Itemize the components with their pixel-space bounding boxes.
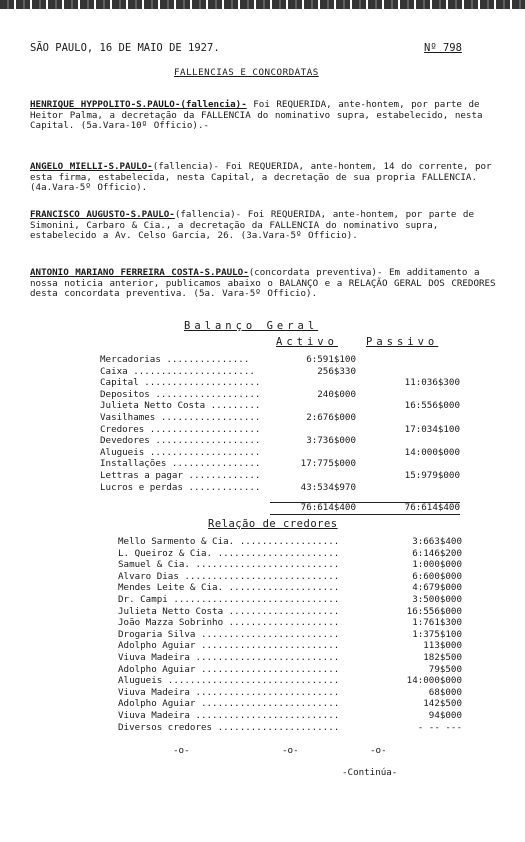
creditor-value: 68$000	[428, 686, 462, 698]
place-date: SÃO PAULO, 16 DE MAIO DE 1927.	[30, 42, 220, 54]
creditor-name: Adolpho Aguiar .........................	[118, 640, 340, 652]
creditor-name: Mello Sarmento & Cia. ..................	[118, 536, 340, 547]
creditor-name: Alugueis ...............................	[118, 675, 340, 687]
creditor-name: Adolpho Aguiar .........................	[118, 698, 340, 710]
balance-row-label: Installações ................	[100, 458, 261, 470]
balance-row-activo: 256$330	[317, 365, 356, 377]
creditor-name: Drogaria Silva .........................	[118, 628, 340, 640]
scan-top-edge	[0, 0, 525, 9]
balance-row-activo: 3:736$000	[306, 435, 356, 447]
entry-angelo-mielli	[30, 162, 505, 194]
creditor-name: Diversos credores ......................	[118, 721, 340, 733]
entry-body: (fallencia)- Foi REQUERIDA, ante-hontem, 14 do corrente, por esta firma, estabelecida, nesta Capital, a decretação de sua propria FALLENCIA. (4a.Vara-5º Officio).	[30, 161, 492, 194]
entry-antonio-mariano	[30, 268, 505, 300]
creditor-name: Adolpho Aguiar .........................	[118, 663, 340, 675]
creditor-value: 142$500	[423, 698, 462, 710]
balance-row-passivo: 14:000$000	[404, 446, 460, 458]
entry-francisco-augusto	[30, 210, 505, 242]
creditor-value: 3:663$400	[412, 536, 462, 547]
balance-row-label: Alugueis ....................	[100, 446, 261, 458]
entry-body: (concordata preventiva)- Em additamento a nossa noticia anterior, publicamos abaixo o BALANÇO e a RELAÇÃO GERAL DOS CREDORES desta concordata preventiva. (5a. Vara-5º Officio).	[30, 267, 496, 300]
passivo-header: Passivo	[366, 336, 439, 348]
entry-body: (fallencia)- Foi REQUERIDA, ante-hontem, por parte de Simonini, Carbaro & Cia., a decretação da FALLENCIA do nominativo supra, estabelecido a Av. Celso Garcia, 26. (3a.Vara-5º Officio).	[30, 209, 474, 242]
separator-1: -o-	[173, 745, 190, 756]
balance-row-passivo: 11:036$300	[404, 377, 460, 389]
creditor-value: 1:761$300	[412, 617, 462, 629]
continua-note: -Continúa-	[342, 767, 398, 778]
creditor-value: 6:600$000	[412, 570, 462, 582]
balance-row-activo: 2:676$000	[306, 412, 356, 423]
creditor-value: 113$000	[423, 640, 462, 652]
creditor-name: Mendes Leite & Cia. ....................	[118, 582, 340, 594]
balance-row-label: Devedores ...................	[100, 435, 261, 447]
balance-row-activo: 17:775$000	[300, 458, 356, 470]
creditor-value: 4:679$000	[412, 582, 462, 594]
entry-body: Foi REQUERIDA, ante-hontem, por parte de Heitor Palma, a decretação da FALLENCIA do nominativo supra, estabelecido, nesta Capital. (5a.Vara-10º Officio).-	[30, 99, 483, 132]
creditor-value: 14:000$000	[406, 675, 462, 687]
creditor-value: - -- ---	[417, 721, 462, 733]
creditor-name: João Mazza Sobrinho ....................	[118, 617, 340, 629]
entry-head: FRANCISCO AUGUSTO-S.PAULO-	[30, 209, 175, 220]
balance-row-activo: 240$000	[317, 388, 356, 400]
creditor-value: 1:000$000	[412, 559, 462, 571]
creditor-name: Alvaro Dias ............................	[118, 570, 340, 582]
creditor-value: 6:146$200	[412, 547, 462, 559]
total-activo: 76:614$400	[300, 502, 356, 513]
balance-row-label: Credores ....................	[100, 423, 261, 435]
creditor-value: 94$000	[428, 710, 462, 721]
creditor-name: Samuel & Cia. ..........................	[118, 559, 340, 571]
creditor-value: 79$500	[428, 663, 462, 675]
creditor-name: Viuva Madeira ..........................	[118, 686, 340, 698]
entry-head: HENRIQUE HYPPOLITO-S.PAULO-(fallencia)-	[30, 99, 247, 110]
balance-row-activo: 43:534$970	[300, 481, 356, 493]
balance-row-label: Depositos ...................	[100, 388, 261, 400]
balance-row-passivo: 16:556$000	[404, 400, 460, 412]
creditor-value: 3:500$000	[412, 594, 462, 605]
balance-row-label: Lettras a pagar .............	[100, 470, 261, 481]
creditors-title: Relação de credores	[208, 518, 338, 530]
creditor-value: 1:375$100	[412, 628, 462, 640]
balance-row-label: Capital .....................	[100, 377, 261, 389]
entry-henrique-hyppolito	[30, 100, 505, 132]
balance-row-label: Julieta Netto Costa .........	[100, 400, 261, 412]
section-title: FALLENCIAS E CONCORDATAS	[174, 67, 319, 78]
bulletin-number: Nº 798	[424, 42, 462, 54]
balance-row-label: Lucros e perdas .............	[100, 481, 261, 493]
creditor-value: 16:556$000	[406, 605, 462, 617]
creditor-name: Dr. Campi ..............................	[118, 594, 340, 605]
creditor-name: Julieta Netto Costa ....................	[118, 605, 340, 617]
activo-header: Activo	[276, 336, 338, 348]
separator-3: -o-	[370, 745, 387, 756]
balance-title: Balanço Geral	[184, 320, 319, 332]
balance-row-label: Caixa ......................	[100, 365, 255, 377]
total-passivo: 76:614$400	[404, 502, 460, 513]
creditor-name: Viuva Madeira ..........................	[118, 710, 340, 721]
balance-row-passivo: 15:979$000	[404, 470, 460, 481]
separator-2: -o-	[282, 745, 299, 756]
balance-row-label: Vasilhames ..................	[100, 412, 261, 423]
creditor-name: L. Queiroz & Cia. ......................	[118, 547, 340, 559]
balance-row-passivo: 17:034$100	[404, 423, 460, 435]
creditor-value: 182$500	[423, 652, 462, 663]
entry-head: ANTONIO MARIANO FERREIRA COSTA-S.PAULO-	[30, 267, 249, 278]
creditor-name: Viuva Madeira ..........................	[118, 652, 340, 663]
entry-head: ANGELO MIELLI-S.PAULO-	[30, 161, 153, 172]
balance-row-label: Mercadorias ...............	[100, 354, 250, 365]
balance-row-activo: 6:591$100	[306, 354, 356, 365]
balance-double-rule	[270, 514, 460, 515]
